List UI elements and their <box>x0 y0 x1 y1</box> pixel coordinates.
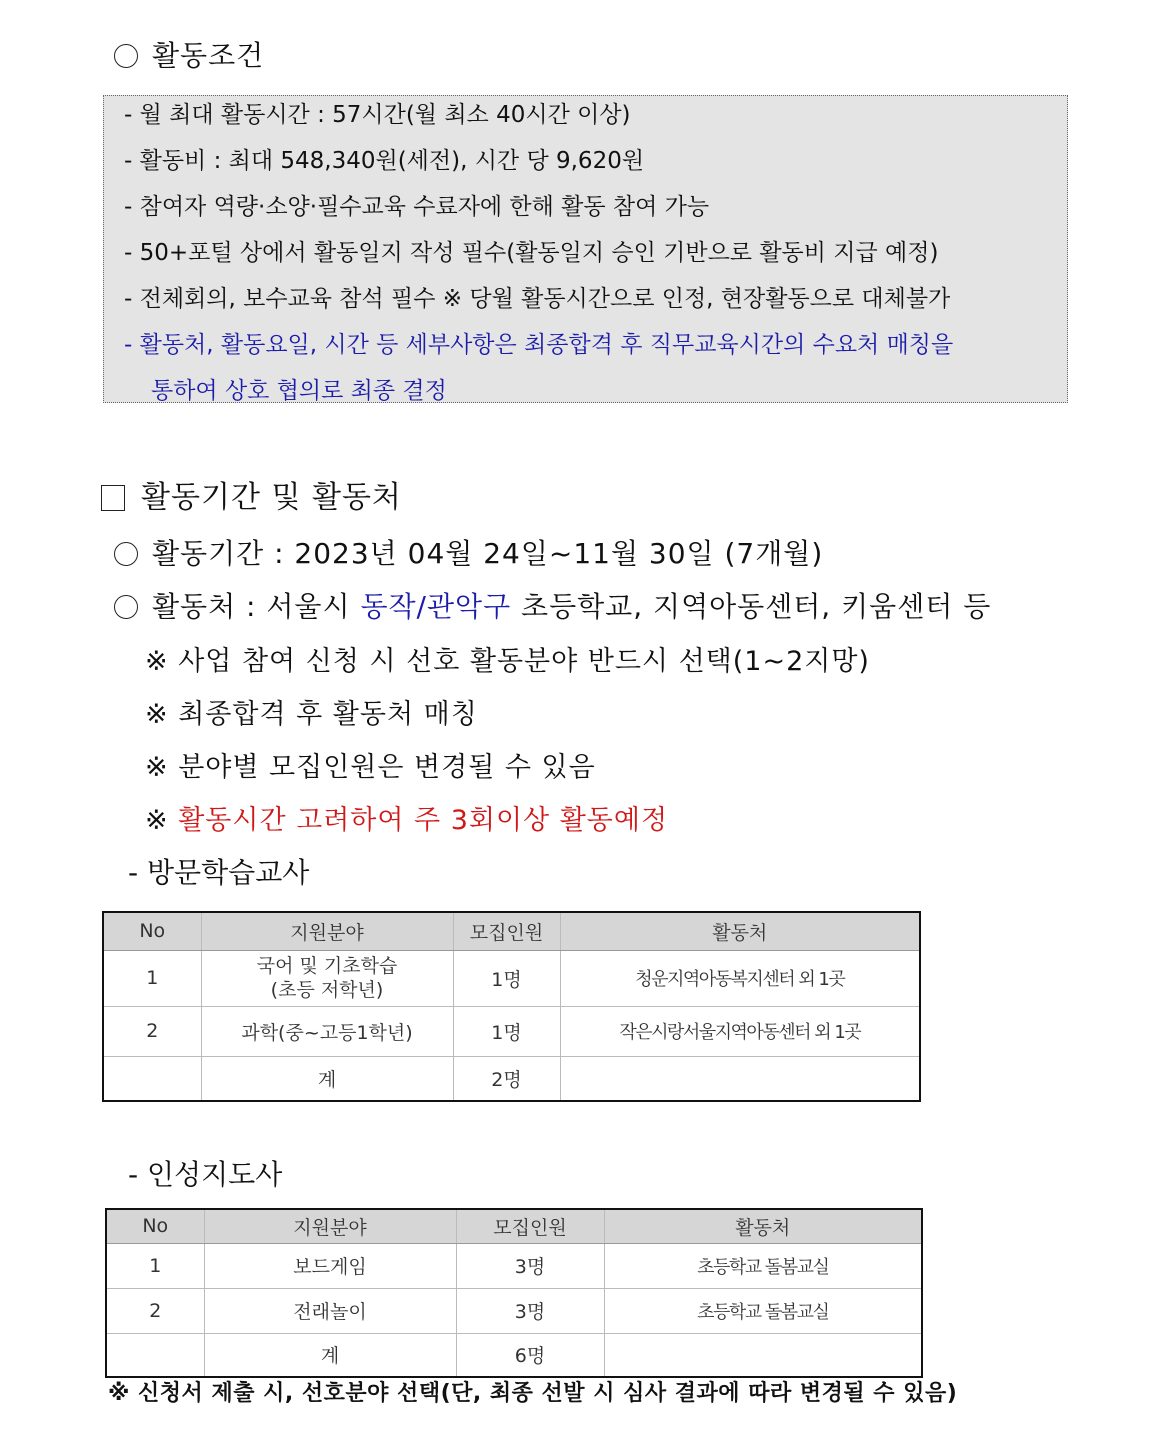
circle-bullet-icon <box>114 595 138 619</box>
table-header-row <box>106 1209 922 1243</box>
table-row: 2 과학(중~고등1학년) 1명 작은시랑서울지역아동센터 외 1곳 <box>103 1006 920 1056</box>
condition-line: - 전체회의, 보수교육 참석 필수 ※ 당월 활동시간으로 인정, 현장활동으로 대체불가 <box>124 286 951 312</box>
header-count: 모집인원 <box>456 1209 604 1243</box>
table-total-row: 계 2명 <box>103 1056 920 1101</box>
table-row: 2 전래놀이 3명 초등학교 돌봄교실 <box>106 1288 922 1333</box>
table-header-row <box>103 912 920 950</box>
square-bullet-icon <box>101 485 125 511</box>
activity-place: 활동처 : 서울시 동작/관악구 초등학교, 지역아동센터, 키움센터 등 <box>114 585 991 625</box>
table-character-instructor <box>105 1208 923 1378</box>
header-field: 지원분야 <box>204 1209 456 1243</box>
table-row: 1 보드게임 3명 초등학교 돌봄교실 <box>106 1243 922 1288</box>
table2-title: - 인성지도사 <box>128 1158 283 1191</box>
condition-line-highlight: - 활동처, 활동요일, 시간 등 세부사항은 최종합격 후 직무교육시간의 수요처 매칭을 <box>124 332 954 358</box>
header-no: No <box>103 912 201 950</box>
circle-bullet-icon <box>114 542 138 566</box>
note-item: ※ 사업 참여 신청 시 선호 활동분야 반드시 선택(1~2지망) <box>145 646 870 677</box>
condition-line: - 활동비 : 최대 548,340원(세전), 시간 당 9,620원 <box>124 148 645 174</box>
table-visiting-teacher <box>102 911 921 1102</box>
table-row: 1 국어 및 기초학습 (초등 저학년) 1명 청운지역아동복지센터 외 1곳 <box>103 950 920 1006</box>
conditions-heading: 활동조건 <box>114 34 264 74</box>
condition-line-highlight-cont: 통하여 상호 협의로 최종 결정 <box>151 378 447 404</box>
place-highlight: 동작/관악구 <box>360 590 512 623</box>
condition-line: - 50+포털 상에서 활동일지 작성 필수(활동일지 승인 기반으로 활동비 지급 예정) <box>124 240 939 266</box>
table-total-row: 계 6명 <box>106 1333 922 1377</box>
footnote: ※ 신청서 제출 시, 선호분야 선택(단, 최종 선발 시 심사 결과에 따라 변경될 수 있음) <box>108 1381 958 1406</box>
condition-line: - 월 최대 활동시간 : 57시간(월 최소 40시간 이상) <box>124 102 631 128</box>
header-count: 모집인원 <box>453 912 560 950</box>
note-item: ※ 최종합격 후 활동처 매칭 <box>145 699 478 730</box>
activity-period: 활동기간 : 2023년 04월 24일~11월 30일 (7개월) <box>114 532 823 572</box>
note-item-highlight: ※ 활동시간 고려하여 주 3회이상 활동예정 <box>145 805 669 836</box>
note-item: ※ 분야별 모집인원은 변경될 수 있음 <box>145 752 596 783</box>
section-heading: 활동기간 및 활동처 <box>101 472 402 516</box>
circle-bullet-icon <box>114 44 138 68</box>
header-no: No <box>106 1209 204 1243</box>
table1-title: - 방문학습교사 <box>128 856 310 889</box>
header-field: 지원분야 <box>201 912 453 950</box>
header-place: 활동처 <box>604 1209 922 1243</box>
condition-line: - 참여자 역량·소양·필수교육 수료자에 한해 활동 참여 가능 <box>124 194 710 220</box>
header-place: 활동처 <box>560 912 920 950</box>
conditions-box <box>103 95 1068 403</box>
